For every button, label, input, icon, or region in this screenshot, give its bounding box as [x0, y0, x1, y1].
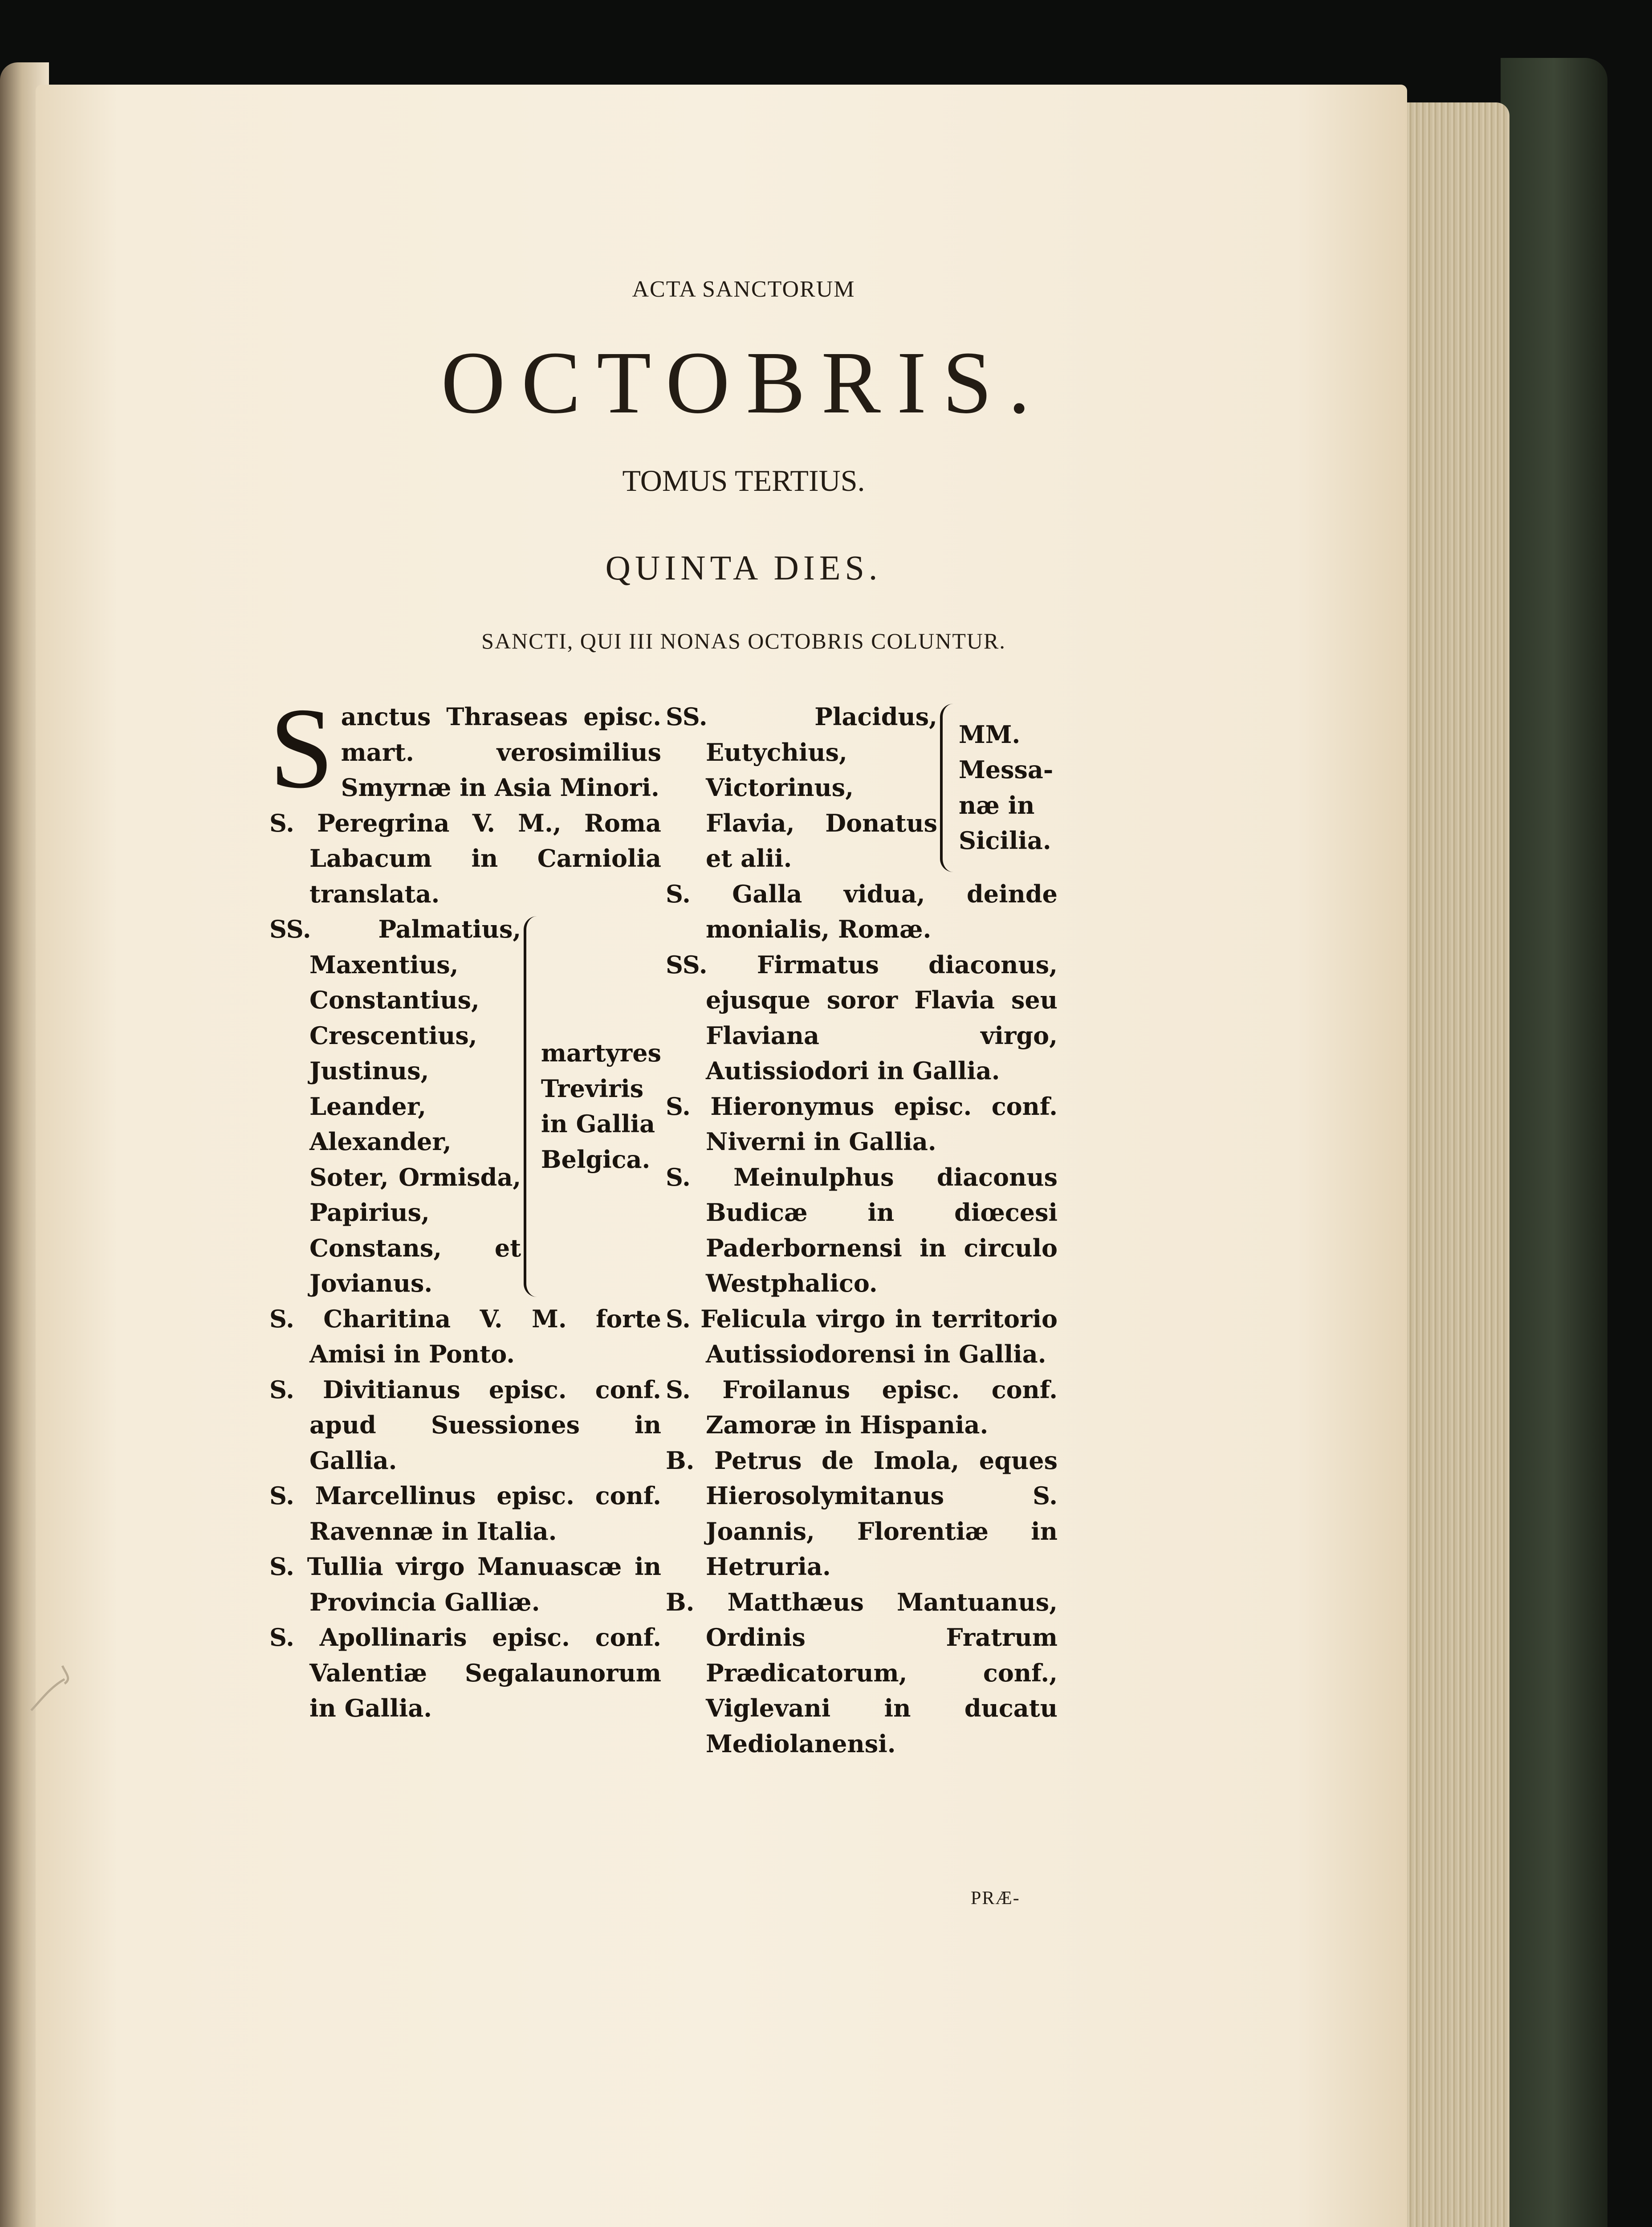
entry-group-sicilia	[666, 699, 1058, 877]
right-column	[666, 699, 1058, 1762]
entry-matthaeus: B. Matthæus Mantuanus, Ordinis Fratrum Prædicatorum, conf., Viglevani in ducatu Mediolanensi.	[666, 1587, 1058, 1758]
left-column	[269, 684, 661, 1726]
group-note: MM. Messa- næ in Sicilia.	[959, 720, 1054, 855]
group-names: SS. Palmatius, Maxentius, Constantius, Crescentius, Justinus, Leander, Alexander, Soter, Ormisda, Papirius, Constans, et Jovianus.	[269, 915, 521, 1297]
entry-galla: S. Galla vidua, deinde monialis, Romæ.	[666, 879, 1058, 943]
group-note: martyres Treviris in Gallia Belgica.	[541, 1039, 661, 1174]
entry-froilanus: S. Froilanus episc. conf. Zamoræ in Hispania.	[666, 1375, 1058, 1439]
book-cover	[1501, 58, 1607, 2227]
entry-hieronymus: S. Hieronymus episc. conf. Niverni in Gallia.	[666, 1092, 1058, 1156]
entry-marcellinus: S. Marcellinus episc. conf. Ravennæ in Italia.	[269, 1481, 661, 1546]
entry-petrus: B. Petrus de Imola, eques Hierosolymitanus S. Joannis, Florentiæ in Hetruria.	[666, 1446, 1058, 1581]
entry-firmatus: SS. Firmatus diaconus, ejusque soror Flavia seu Flaviana virgo, Autissiodori in Gallia.	[666, 950, 1058, 1085]
volume-label: TOMUS TERTIUS.	[622, 464, 865, 498]
brace	[940, 704, 956, 872]
running-title: ACTA SANCTORUM	[632, 277, 855, 302]
entry-meinulphus: S. Meinulphus diaconus Budicæ in diœcesi Paderbornensi in circulo Westphalico.	[666, 1162, 1058, 1297]
entry-text: anctus Thraseas episc. mart. verosimilius Smyrnæ in Asia Minori.	[341, 702, 661, 802]
entry-charitina: S. Charitina V. M. forte Amisi in Ponto.	[269, 1304, 661, 1368]
day-heading: QUINTA DIES.	[605, 548, 882, 587]
page-edges	[1394, 102, 1510, 2227]
page-title: OCTOBRIS.	[441, 334, 1046, 432]
entry-thraseas	[269, 684, 661, 812]
entry-divitianus: S. Divitianus episc. conf. apud Suessiones in Gallia.	[269, 1375, 661, 1475]
pencil-mark	[22, 1648, 80, 1719]
section-subtitle: SANCTI, QUI III NONAS OCTOBRIS COLUNTUR.	[481, 628, 1006, 653]
entry-apollinaris: S. Apollinaris episc. conf. Valentiæ Segalaunorum in Gallia.	[269, 1623, 661, 1722]
entry-group-treviris	[269, 912, 661, 1301]
brace	[524, 916, 538, 1297]
group-names: SS. Placidus, Eutychius, Victorinus, Flavia, Donatus et alii.	[666, 702, 937, 873]
drop-cap: S	[269, 684, 334, 812]
entry-peregrina: S. Peregrina V. M., Roma Labacum in Carniolia translata.	[269, 808, 661, 908]
entry-felicula: S. Felicula virgo in territorio Autissiodorensi in Gallia.	[666, 1304, 1058, 1368]
entry-tullia: S. Tullia virgo Manuascæ in Provincia Galliæ.	[269, 1552, 661, 1616]
catchword: PRÆ-	[971, 1888, 1020, 1909]
